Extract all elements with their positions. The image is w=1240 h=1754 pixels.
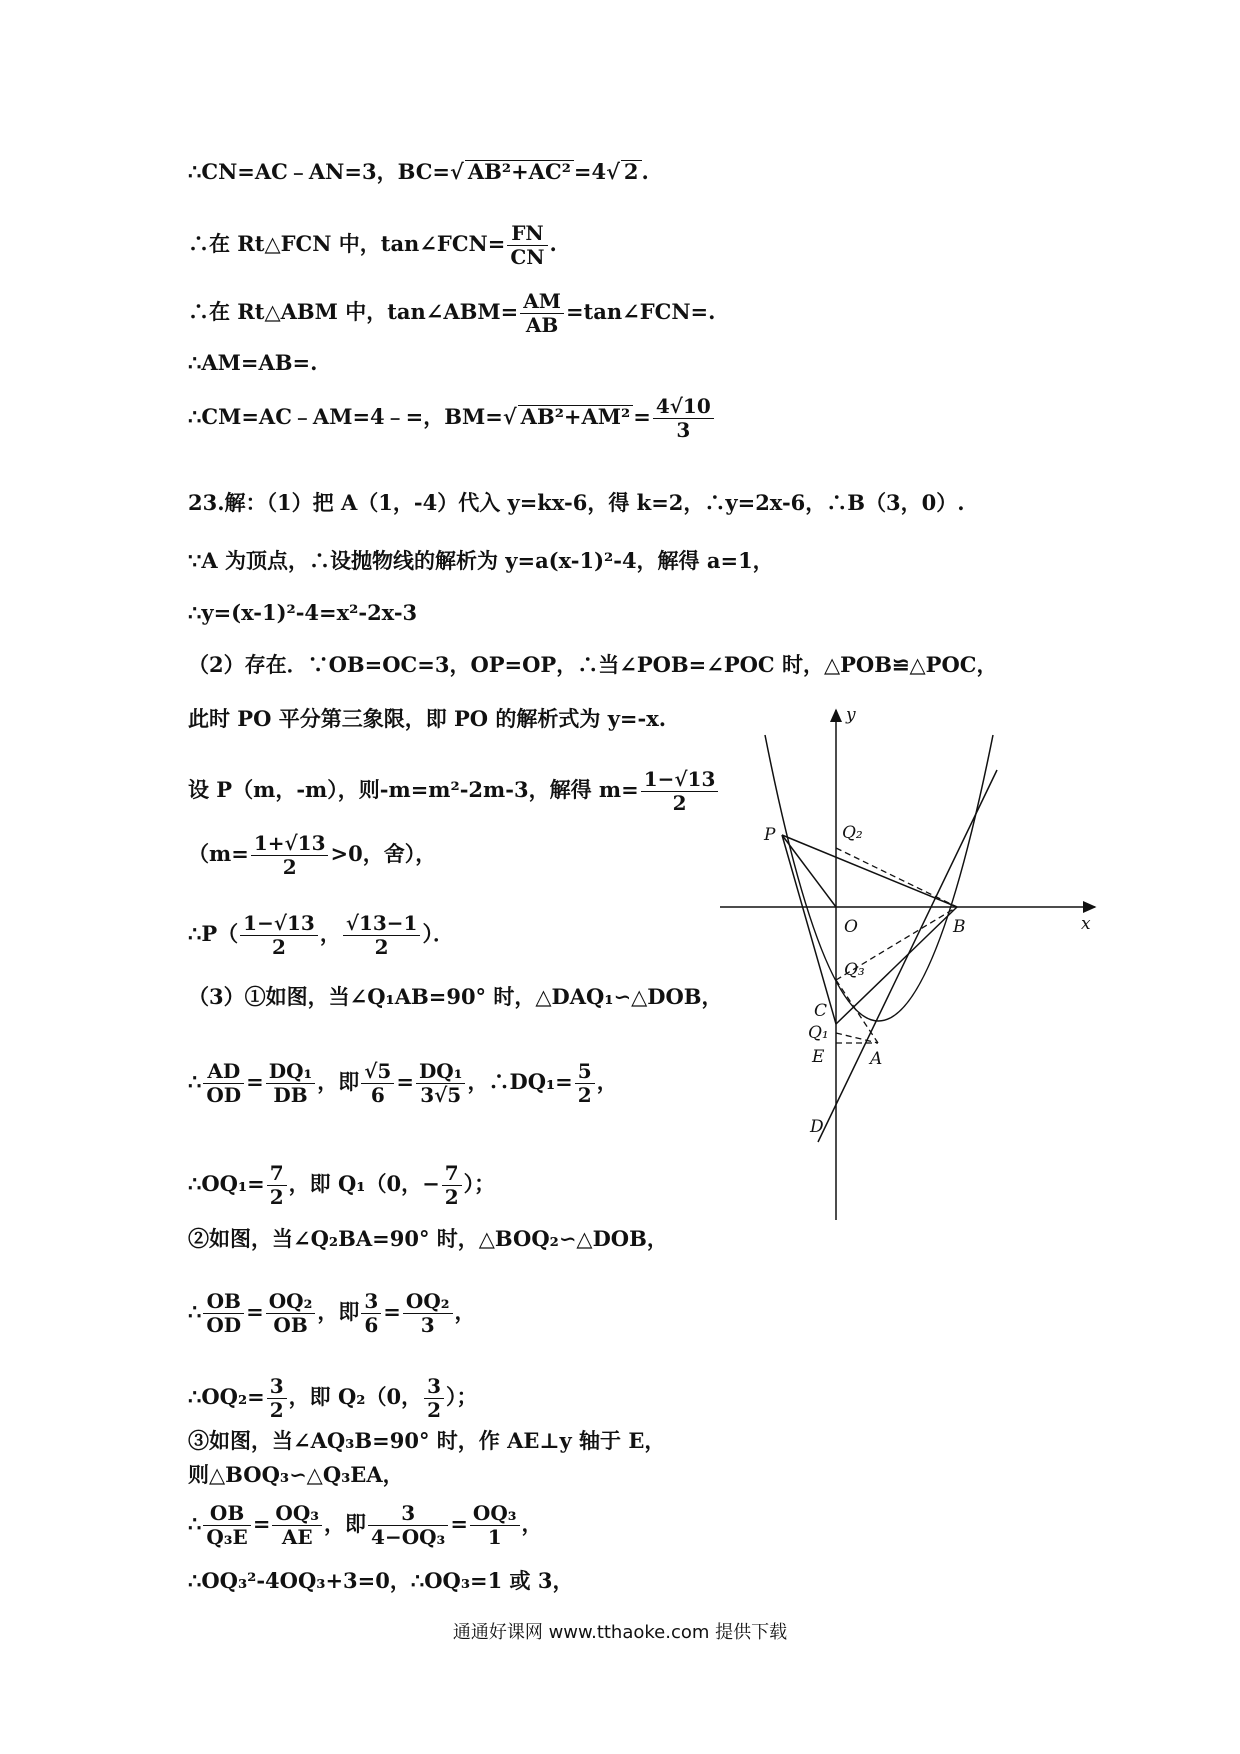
label-c: C bbox=[814, 1001, 828, 1021]
line-part3-1: （3）①如图，当∠Q₁AB=90° 时，△DAQ₁∽△DOB， bbox=[188, 984, 723, 1009]
line-po-bisect: 此时 PO 平分第三象限，即 PO 的解析式为 y=-x. bbox=[188, 706, 667, 731]
label-e: E bbox=[812, 1047, 825, 1067]
line-ratio-3: ∴ $\frac{OB}{\text{Q₃E}}$ = $\frac{\text{OQ₃}}{AE}$ ，即 $\frac{3}{\text{4−OQ₃}}$ = $\frac{\text{OQ₃}}{1}$ ， bbox=[188, 1501, 543, 1549]
line-discard: （m= $\frac{1+√13}{2}$ >0，舍）， bbox=[188, 831, 437, 879]
label-q1: Q₁ bbox=[808, 1023, 829, 1043]
line-ratio-2: ∴ $\frac{OB}{OD}$ = $\frac{\text{OQ₂}}{OB}$ ，即 $\frac{3}{6}$ = $\frac{\text{OQ₂}}{3}$ ， bbox=[188, 1289, 476, 1337]
parabola-figure bbox=[710, 700, 1110, 1230]
line-parabola: ∴y=(x-1)²-4=x²-2x-3 bbox=[188, 600, 418, 625]
line-cm-bm: ∴CM=AC﹣AM=4﹣=，BM=√ AB²+AM² = $\frac{4√10}{3}$ bbox=[188, 395, 716, 442]
line-cn-bc: ∴CN=AC﹣AN=3，BC=√ AB²+AC² =4√ 2 . bbox=[188, 159, 649, 184]
y-axis-label: y bbox=[846, 705, 856, 725]
line-q1: ∴OQ₁= $\frac{7}{2}$ ，即 Q₁（0，− $\frac{7}{2}$ ）； bbox=[188, 1161, 496, 1209]
line-tan-fcn: ∴在 Rt△FCN 中，tan∠FCN= $\frac{FN}{CN}$ . bbox=[188, 221, 557, 269]
line-am-ab: ∴AM=AB=. bbox=[188, 350, 318, 375]
line-ratio-1: ∴ $\frac{AD}{OD}$ = $\frac{\text{DQ₁}}{DB}$ ，即 $\frac{√5}{6}$ = $\frac{\text{DQ₁}}{3√5}$ ，∴DQ₁= $\frac{5}{2}$ ， bbox=[188, 1059, 618, 1107]
label-o: O bbox=[844, 917, 858, 937]
label-a: A bbox=[870, 1049, 883, 1069]
footer-credit: 通通好课网 www.tthaoke.com 提供下载 bbox=[452, 1622, 788, 1643]
line-q2: ∴OQ₂= $\frac{3}{2}$ ，即 Q₂（0， $\frac{3}{2}$ ）； bbox=[188, 1374, 478, 1422]
line-part2: （2）存在．∵OB=OC=3，OP=OP，∴当∠POB=∠POC 时，△POB≌△POC， bbox=[188, 652, 998, 677]
label-q3: Q₃ bbox=[844, 960, 865, 980]
label-b: B bbox=[953, 917, 966, 937]
line-part3-2: ②如图，当∠Q₂BA=90° 时，△BOQ₂∽△DOB， bbox=[188, 1226, 668, 1251]
parabola-curve bbox=[765, 735, 993, 1021]
line-vertex: ∵A 为顶点，∴设抛物线的解析为 y=a(x-1)²-4，解得 a=1， bbox=[188, 548, 774, 573]
x-axis-label: x bbox=[1081, 914, 1091, 934]
segment-pc bbox=[782, 835, 836, 1024]
line-set-p: 设 P（m，-m），则-m=m²-2m-3，解得 m= $\frac{1-√13}{2}$ bbox=[188, 768, 720, 815]
line-p-coords: ∴P（ $\frac{1-√13}{2}$ ， $\frac{√13-1}{2}$ ）． bbox=[188, 911, 454, 959]
label-d: D bbox=[810, 1117, 824, 1137]
label-q2: Q₂ bbox=[842, 823, 863, 843]
line-oq3-solution: ∴OQ₃²-4OQ₃+3=0，∴OQ₃=1 或 3， bbox=[188, 1568, 574, 1593]
line-similar: 则△BOQ₃∽△Q₃EA， bbox=[188, 1462, 404, 1487]
label-p: P bbox=[764, 825, 776, 845]
line-part3-3: ③如图，当∠AQ₃B=90° 时，作 AE⊥y 轴于 E， bbox=[188, 1428, 666, 1453]
line-q23-part1: 23.解：（1）把 A（1，-4）代入 y=kx-6，得 k=2，∴y=2x-6，∴B（3，0）. bbox=[188, 490, 965, 515]
line-tan-abm: ∴在 Rt△ABM 中，tan∠ABM= $\frac{AM}{AB}$ =tan∠FCN=. bbox=[188, 289, 716, 337]
